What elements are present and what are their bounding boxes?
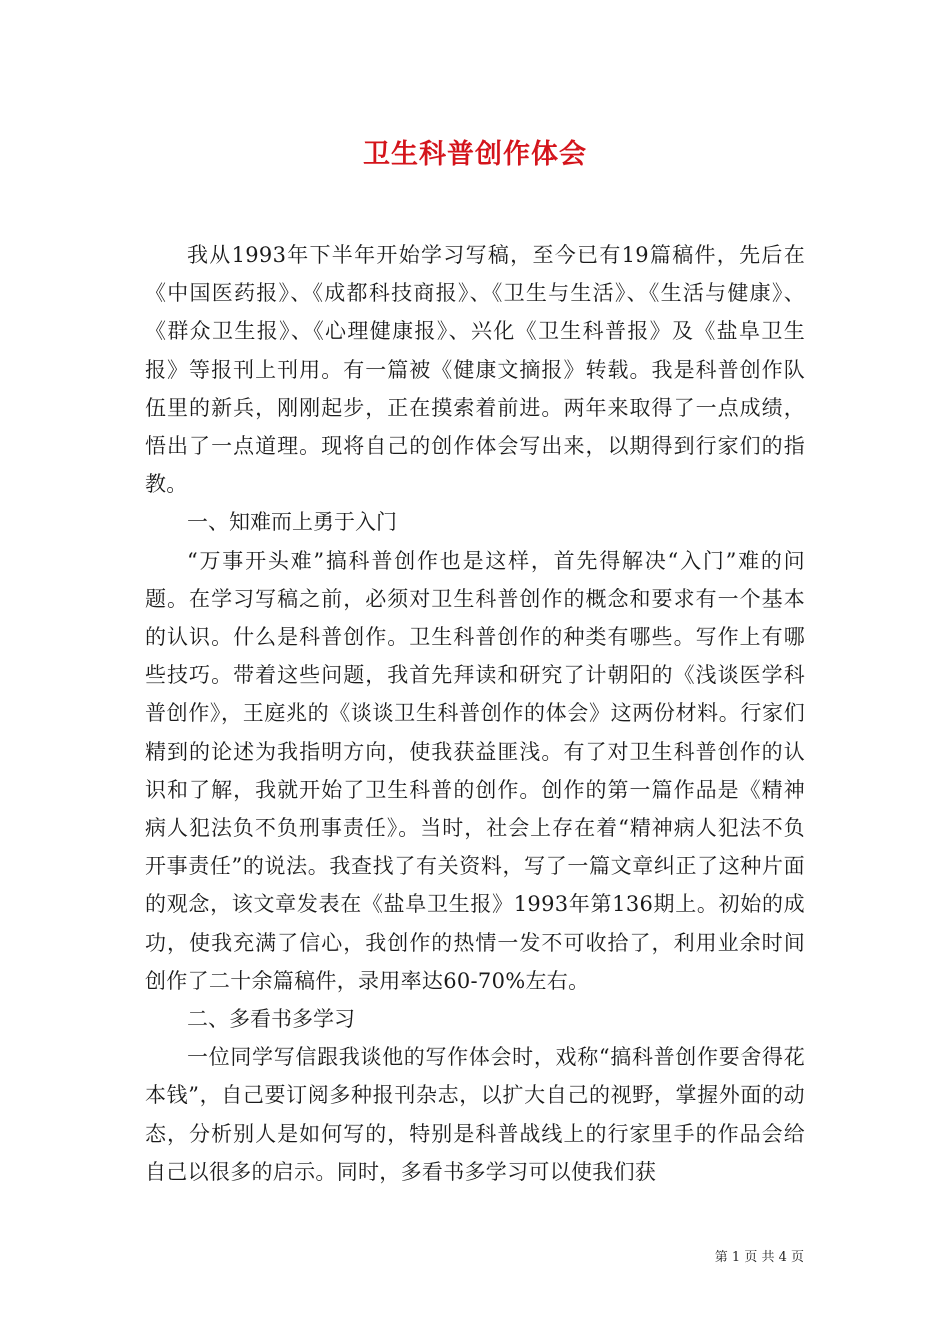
paragraph-section-2: 一位同学写信跟我谈他的写作体会时，戏称“搞科普创作要舍得花本钱”，自己要订阅多种报刊杂志，以扩大自己的视野，掌握外面的动态，分析别人是如何写的，特别是科普战线上的行家里手的作品会给自己以很多的启示。同时，多看书多学习可以使我们获 (145, 1045, 805, 1184)
section-heading-1: 一、知难而上勇于入门 (187, 510, 397, 535)
document-body (145, 236, 805, 1191)
page-number-footer: 第 1 页 共 4 页 (714, 1250, 804, 1265)
document-title: 卫生科普创作体会 (363, 139, 587, 170)
section-heading-2: 二、多看书多学习 (187, 1007, 355, 1032)
paragraph-intro: 我从1993年下半年开始学习写稿，至今已有19篇稿件，先后在《中国医药报》、《成都科技商报》、《卫生与生活》、《生活与健康》、《群众卫生报》、《心理健康报》、兴化《卫生科普报》及《盐阜卫生报》等报刊上刊用。有一篇被《健康文摘报》转载。我是科普创作队伍里的新兵，刚刚起步，正在摸索着前进。两年来取得了一点成绩，悟出了一点道理。现将自己的创作体会写出来，以期得到行家们的指教。 (145, 243, 805, 497)
paragraph-section-1: “万事开头难”搞科普创作也是这样，首先得解决“入门”难的问题。在学习写稿之前，必须对卫生科普创作的概念和要求有一个基本的认识。什么是科普创作。卫生科普创作的种类有哪些。写作上有哪些技巧。带着这些问题，我首先拜读和研究了计朝阳的《浅谈医学科普创作》，王庭兆的《谈谈卫生科普创作的体会》这两份材料。行家们精到的论述为我指明方向，使我获益匪浅。有了对卫生科普创作的认识和了解，我就开始了卫生科普的创作。创作的第一篇作品是《精神病人犯法负不负刑事责任》。当时，社会上存在着“精神病人犯法不负开事责任”的说法。我查找了有关资料，写了一篇文章纠正了这种片面的观念，该文章发表在《盐阜卫生报》1993年第136期上。初始的成功，使我充满了信心，我创作的热情一发不可收拾了，利用业余时间创作了二十余篇稿件，录用率达60-70%左右。 (145, 548, 805, 993)
